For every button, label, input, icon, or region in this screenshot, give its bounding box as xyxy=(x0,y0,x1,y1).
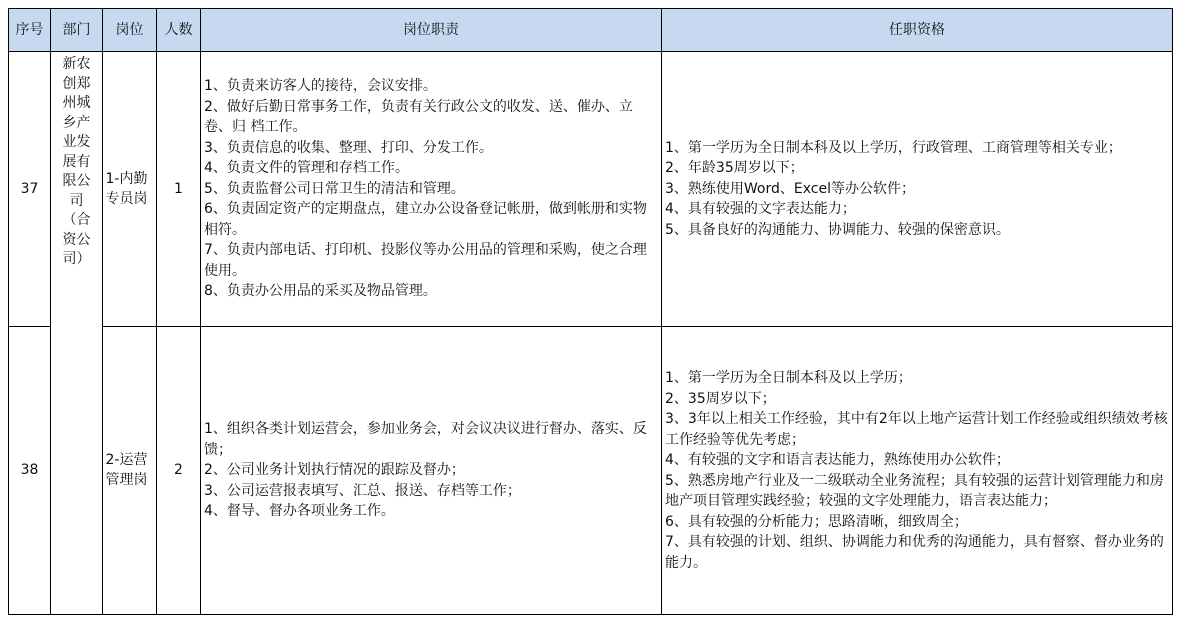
duty-item: 1、负责来访客人的接待，会议安排。 xyxy=(204,78,437,95)
qualification-item: 5、熟悉房地产行业及一二级联动全业务流程；具有较强的运营计划管理能力和房地产项目管理实践经验；较强的文字处理能力，语言表达能力； xyxy=(665,472,1164,509)
qualification-item: 4、具有较强的文字表达能力； xyxy=(665,201,856,218)
table-row xyxy=(9,52,1173,327)
duty-item: 3、负责信息的收集、整理、打印、分发工作。 xyxy=(204,139,493,156)
duty-item: 3、公司运营报表填写、汇总、报送、存档等工作； xyxy=(204,482,521,499)
header-dept: 部门 xyxy=(51,9,103,52)
seq-cell: 37 xyxy=(9,52,51,327)
duty-item: 2、公司业务计划执行情况的跟踪及督办； xyxy=(204,462,465,479)
qualification-cell xyxy=(662,327,1173,615)
qualification-item: 3、熟练使用Word、Excel等办公软件； xyxy=(665,180,915,197)
duty-item: 2、做好后勤日常事务工作，负责有关行政公文的收发、送、催办、立卷、归 档工作。 xyxy=(204,98,633,136)
qualification-item: 1、第一学历为全日制本科及以上学历； xyxy=(665,370,912,386)
count-cell: 2 xyxy=(157,327,201,615)
qualification-cell xyxy=(662,52,1173,327)
header-row xyxy=(9,9,1173,52)
header-count: 人数 xyxy=(157,9,201,52)
header-qualification: 任职资格 xyxy=(662,9,1173,52)
duty-item: 8、负责办公用品的采买及物品管理。 xyxy=(204,283,437,300)
header-duty: 岗位职责 xyxy=(201,9,662,52)
position-name: 2-运营管理岗 xyxy=(105,452,148,489)
qualification-item: 2、35周岁以下； xyxy=(665,390,776,407)
header-seq: 序号 xyxy=(9,9,51,52)
duty-cell xyxy=(201,52,662,327)
qualification-item: 6、具有较强的分析能力；思路清晰，细致周全； xyxy=(665,513,968,530)
duty-item: 6、负责固定资产的定期盘点，建立办公设备登记帐册，做到帐册和实物相符。 xyxy=(204,201,647,238)
count-cell: 1 xyxy=(157,52,201,327)
duty-item: 4、负责文件的管理和存档工作。 xyxy=(204,160,409,177)
position-cell xyxy=(103,52,157,327)
recruitment-table xyxy=(8,8,1173,615)
position-name: 1-内勤专员岗 xyxy=(105,170,148,207)
duty-item: 7、负责内部电话、打印机、投影仪等办公用品的管理和采购，使之合理使用。 xyxy=(204,242,647,279)
duty-item: 1、组织各类计划运营会，参加业务会，对会议决议进行督办、落实、反馈； xyxy=(204,421,647,458)
qualification-item: 2、年龄35周岁以下； xyxy=(665,160,804,177)
position-cell xyxy=(103,327,157,615)
duty-item: 4、督导、督办各项业务工作。 xyxy=(204,503,395,520)
department-cell xyxy=(51,52,103,615)
table-row xyxy=(9,327,1173,615)
seq-cell: 38 xyxy=(9,327,51,615)
duty-item: 5、负责监督公司日常卫生的清洁和管理。 xyxy=(204,180,465,197)
qualification-item: 1、第一学历为全日制本科及以上学历，行政管理、工商管理等相关专业； xyxy=(665,139,1122,156)
qualification-item: 3、3年以上相关工作经验，其中有2年以上地产运营计划工作经验或组织绩效考核工作经验等优先考虑； xyxy=(665,411,1168,448)
qualification-item: 7、具有较强的计划、组织、协调能力和优秀的沟通能力，具有督察、督办业务的能力。 xyxy=(665,534,1164,571)
qualification-item: 4、有较强的文字和语言表达能力，熟练使用办公软件； xyxy=(665,452,1010,468)
header-position: 岗位 xyxy=(103,9,157,52)
department-name: 新农创郑州城乡产业发展有限公司（合资公司） xyxy=(62,56,91,267)
qualification-item: 5、具备良好的沟通能力、协调能力、较强的保密意识。 xyxy=(665,221,1010,238)
duty-cell xyxy=(201,327,662,615)
